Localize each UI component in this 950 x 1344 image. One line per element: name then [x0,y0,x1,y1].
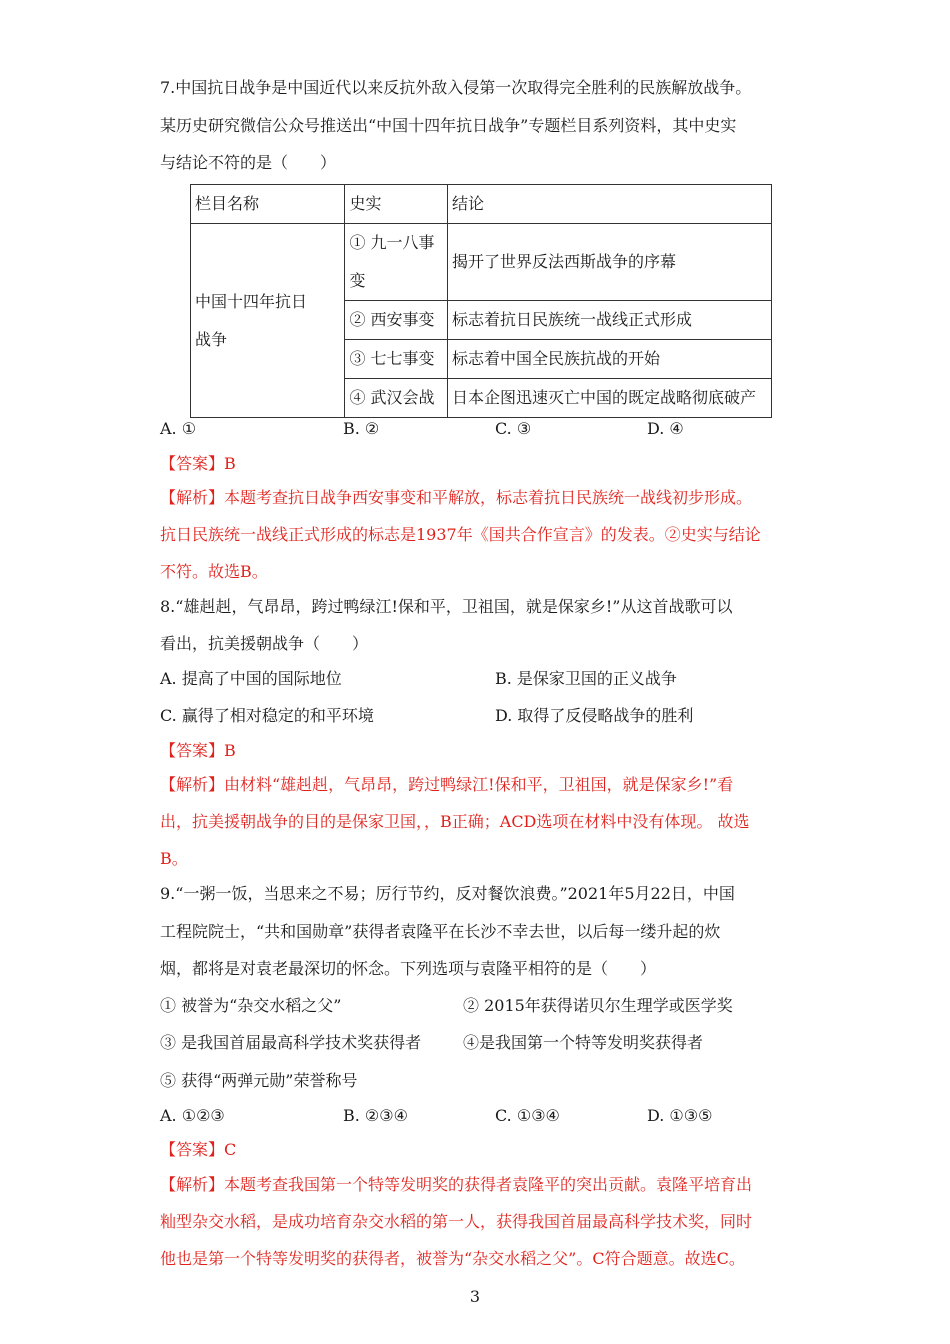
q9-stem-line2: 工程院院士，“共和国勋章”获得者袁隆平在长沙不幸去世，以后每一缕升起的炊 [160,922,721,941]
table-header-row [191,185,772,224]
q9-item-3: ③ 是我国首届最高科学技术奖获得者 [160,1033,422,1052]
q9-analysis-line2: 籼型杂交水稻，是成功培育杂交水稻的第一人，获得我国首届最高科学技术奖，同时 [160,1212,753,1231]
q9-item-5: ⑤ 获得“两弹元勋”荣誉称号 [160,1071,358,1090]
q7-stem-line3: 与结论不符的是（ ） [160,153,337,172]
q9-answer: 【答案】C [160,1140,237,1159]
table-cell-conclusion: 揭开了世界反法西斯战争的序幕 [448,224,772,301]
q9-option-d: D. ①③⑤ [647,1106,713,1125]
q7-analysis-line3: 不符。故选B。 [160,562,268,581]
q9-stem-line1: 9.“一粥一饭，当思来之不易；厉行节约，反对餐饮浪费。”2021年5月22日，中国 [160,884,735,903]
table-merged-cell: 中国十四年抗日战争 [191,224,345,418]
q8-stem-line2: 看出，抗美援朝战争（ ） [160,634,369,653]
q8-stem-line1: 8.“雄赳赳，气昂昂，跨过鸭绿江!保和平，卫祖国，就是保家乡!”从这首战歌可以 [160,597,733,616]
q7-option-d: D. ④ [647,419,684,438]
q9-item-4: ④是我国第一个特等发明奖获得者 [463,1033,704,1052]
q7-stem-line1: 7.中国抗日战争是中国近代以来反抗外敌入侵第一次取得完全胜利的民族解放战争。 [160,78,752,97]
table-row [191,224,772,301]
q7-analysis-line2: 抗日民族统一战线正式形成的标志是1937年《国共合作宣言》的发表。②史实与结论 [160,525,761,544]
table-header-cell: 史实 [345,185,448,224]
q8-analysis-line3: B。 [160,849,188,868]
q8-option-d: D. 取得了反侵略战争的胜利 [495,706,694,725]
q9-option-a: A. ①②③ [160,1106,225,1125]
q8-option-c: C. 赢得了相对稳定的和平环境 [160,706,374,725]
q7-analysis-line1: 【解析】本题考查抗日战争西安事变和平解放，标志着抗日民族统一战线初步形成。 [160,488,753,507]
table-header-cell: 栏目名称 [191,185,345,224]
q9-option-c: C. ①③④ [495,1106,560,1125]
q8-option-b: B. 是保家卫国的正义战争 [495,669,677,688]
q7-option-c: C. ③ [495,419,532,438]
q7-stem-line2: 某历史研究微信公众号推送出“中国十四年抗日战争”专题栏目系列资料，其中史实 [160,116,737,135]
q7-table [190,184,772,418]
table-header-cell: 结论 [448,185,772,224]
page-number: 3 [469,1287,481,1306]
q9-analysis-line1: 【解析】本题考查我国第一个特等发明奖的获得者袁隆平的突出贡献。袁隆平培育出 [160,1175,753,1194]
q7-option-a: A. ① [160,419,197,438]
table-cell-fact: ① 九一八事变 [345,224,448,301]
q8-answer: 【答案】B [160,741,236,760]
table-cell-fact: ③ 七七事变 [345,340,448,379]
q7-option-b: B. ② [343,419,380,438]
table-cell-conclusion: 日本企图迅速灭亡中国的既定战略彻底破产 [448,379,772,418]
q9-analysis-line3: 他也是第一个特等发明奖的获得者，被誉为“杂交水稻之父”。C符合题意。故选C。 [160,1249,745,1268]
table-cell-conclusion: 标志着抗日民族统一战线正式形成 [448,301,772,340]
q8-analysis-line2: 出，抗美援朝战争的目的是保家卫国，，B正确；ACD选项在材料中没有体现。 故选 [160,812,750,831]
q8-analysis-line1: 【解析】由材料“雄赳赳，气昂昂，跨过鸭绿江!保和平，卫祖国，就是保家乡!”看 [160,775,734,794]
table-cell-conclusion: 标志着中国全民族抗战的开始 [448,340,772,379]
q9-item-1: ① 被誉为“杂交水稻之父” [160,996,342,1015]
q7-answer: 【答案】B [160,454,236,473]
q9-stem-line3: 烟，都将是对袁老最深切的怀念。下列选项与袁隆平相符的是（ ） [160,959,657,978]
q9-item-2: ② 2015年获得诺贝尔生理学或医学奖 [463,996,733,1015]
table-cell-fact: ④ 武汉会战 [345,379,448,418]
table-cell-fact: ② 西安事变 [345,301,448,340]
q8-option-a: A. 提高了中国的国际地位 [160,669,342,688]
q9-option-b: B. ②③④ [343,1106,408,1125]
